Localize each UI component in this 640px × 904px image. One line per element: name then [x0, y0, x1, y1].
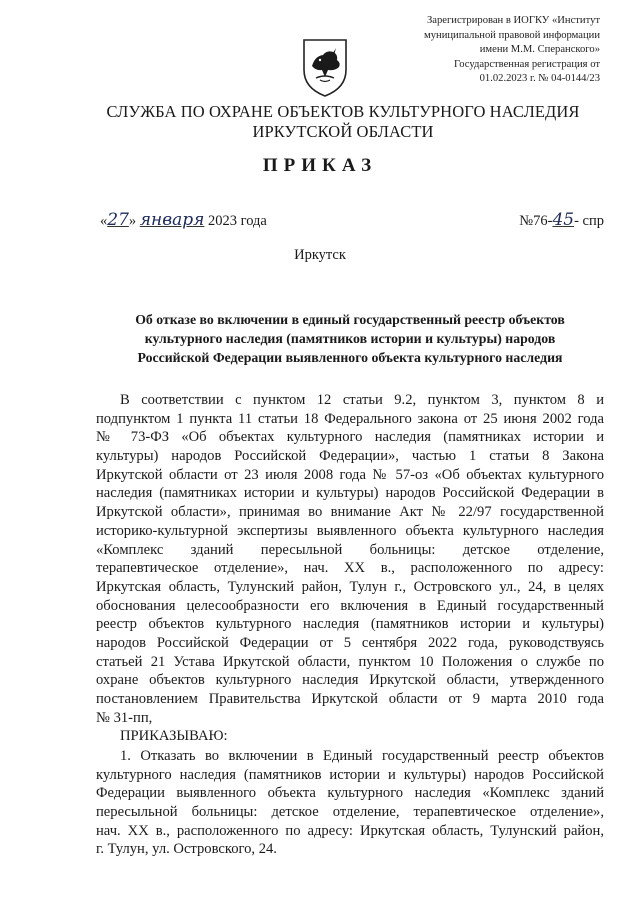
paragraph-line: «Комплекс зданий пересыльной больницы: детское отделение, [96, 541, 604, 558]
registration-line: Государственная регистрация от [454, 58, 600, 70]
paragraph-line: Иркутская область, Тулунский район, Тулун г., Островского ул., 24, в целях [96, 578, 604, 595]
paragraph-line: № 73-ФЗ «Об объектах культурного наследия (памятниках истории и [96, 429, 604, 446]
date-month: января [139, 210, 205, 230]
number-suffix: - спр [574, 213, 604, 229]
date-day: 27 [107, 210, 129, 230]
paragraph-line: обоснования целесообразности его включения в Единый государственный [96, 597, 604, 614]
order-subject [96, 310, 604, 367]
preamble-paragraph [96, 391, 604, 746]
paragraph-line: историко-культурной экспертизы выявленного объекта культурного наследия [96, 522, 604, 539]
paragraph-line: г. Тулун, ул. Островского, 24. [96, 841, 277, 858]
registration-line: имени М.М. Сперанского» [479, 44, 600, 56]
date-open-quote: « [100, 213, 108, 229]
registration-stamp [400, 14, 600, 87]
number-prefix: №76- [519, 213, 553, 229]
paragraph-line: подпунктом 1 пункта 11 статьи 18 Федерального закона от 25 июня 2002 года [96, 410, 604, 427]
date-number-row [100, 210, 604, 234]
order-number [519, 210, 604, 230]
order-title: ПРИКАЗ [262, 155, 378, 176]
paragraph-line: Иркутской области от 23 июля 2008 года № 57-оз «Об объектах культурного [96, 466, 604, 483]
paragraph-line: наследия (памятниках истории и культуры) народов Российской Федерации в [96, 485, 604, 502]
city: Иркутск [294, 247, 346, 263]
paragraph-line: реестр объектов культурного наследия (памятников истории и культуры) [96, 616, 604, 633]
order-date [100, 210, 267, 230]
paragraph-line: постановлением Правительства Иркутской области от 9 марта 2010 года [96, 691, 604, 707]
registration-line: муниципальной правовой информации [424, 29, 600, 41]
decree-word: ПРИКАЗЫВАЮ: [120, 728, 228, 745]
paragraph-line: 1. Отказать во включении в Единый государственный реестр объектов [120, 748, 604, 764]
coat-of-arms-icon [300, 36, 350, 98]
paragraph-line: В соответствии с пунктом 12 статьи 9.2, пунктом 3, пунктом 8 и [120, 392, 604, 408]
paragraph-line: Федерации выявленного объекта культурного наследия «Комплекс зданий [96, 785, 604, 802]
paragraph-line: культуры) народов Российской Федерации», частью 1 статьи 8 Закона [96, 448, 604, 465]
registration-line: Зарегистрирован в ИОГКУ «Институт [426, 15, 600, 26]
subject-line: Российской Федерации выявленного объекта культурного наследия [137, 350, 563, 365]
paragraph-line: Иркутской области», принимая во внимание Акт № 22/97 государственной [96, 504, 604, 521]
agency-line: ИРКУТСКОЙ ОБЛАСТИ [252, 122, 434, 141]
item-1-paragraph [96, 747, 604, 859]
number-handwritten: 45 [552, 210, 575, 230]
date-close-quote: » [128, 213, 137, 229]
paragraph-line: охране объектов культурного наследия Иркутской области, утвержденного [96, 672, 604, 689]
subject-line: Об отказе во включении в единый государственный реестр объектов [135, 312, 565, 327]
agency-line: СЛУЖБА ПО ОХРАНЕ ОБЪЕКТОВ КУЛЬТУРНОГО НАСЛЕДИЯ [106, 102, 580, 121]
registration-line: 01.02.2023 г. № 04-0144/23 [479, 73, 600, 85]
paragraph-line: нач. XX в., расположенного по адресу: Иркутская область, Тулунский район, [96, 822, 604, 839]
paragraph-line: № 31-пп, [96, 709, 153, 726]
paragraph-line: терапевтическое отделение», нач. XX в., расположенного по адресу: [96, 560, 604, 577]
paragraph-line: народов Российской Федерации от 5 сентября 2022 года, руководствуясь [96, 634, 604, 651]
paragraph-line: статьей 21 Устава Иркутской области, пунктом 10 Положения о службе по [96, 653, 604, 670]
paragraph-line: пересыльной больницы: детское отделение, терапевтическое отделение», [96, 804, 604, 821]
agency-name [70, 102, 616, 142]
subject-line: культурного наследия (памятников истории и культуры) народов [144, 331, 556, 346]
paragraph-line: культурного наследия (памятников истории и культуры) народов Российской [96, 766, 604, 783]
date-year: 2023 года [208, 213, 267, 229]
